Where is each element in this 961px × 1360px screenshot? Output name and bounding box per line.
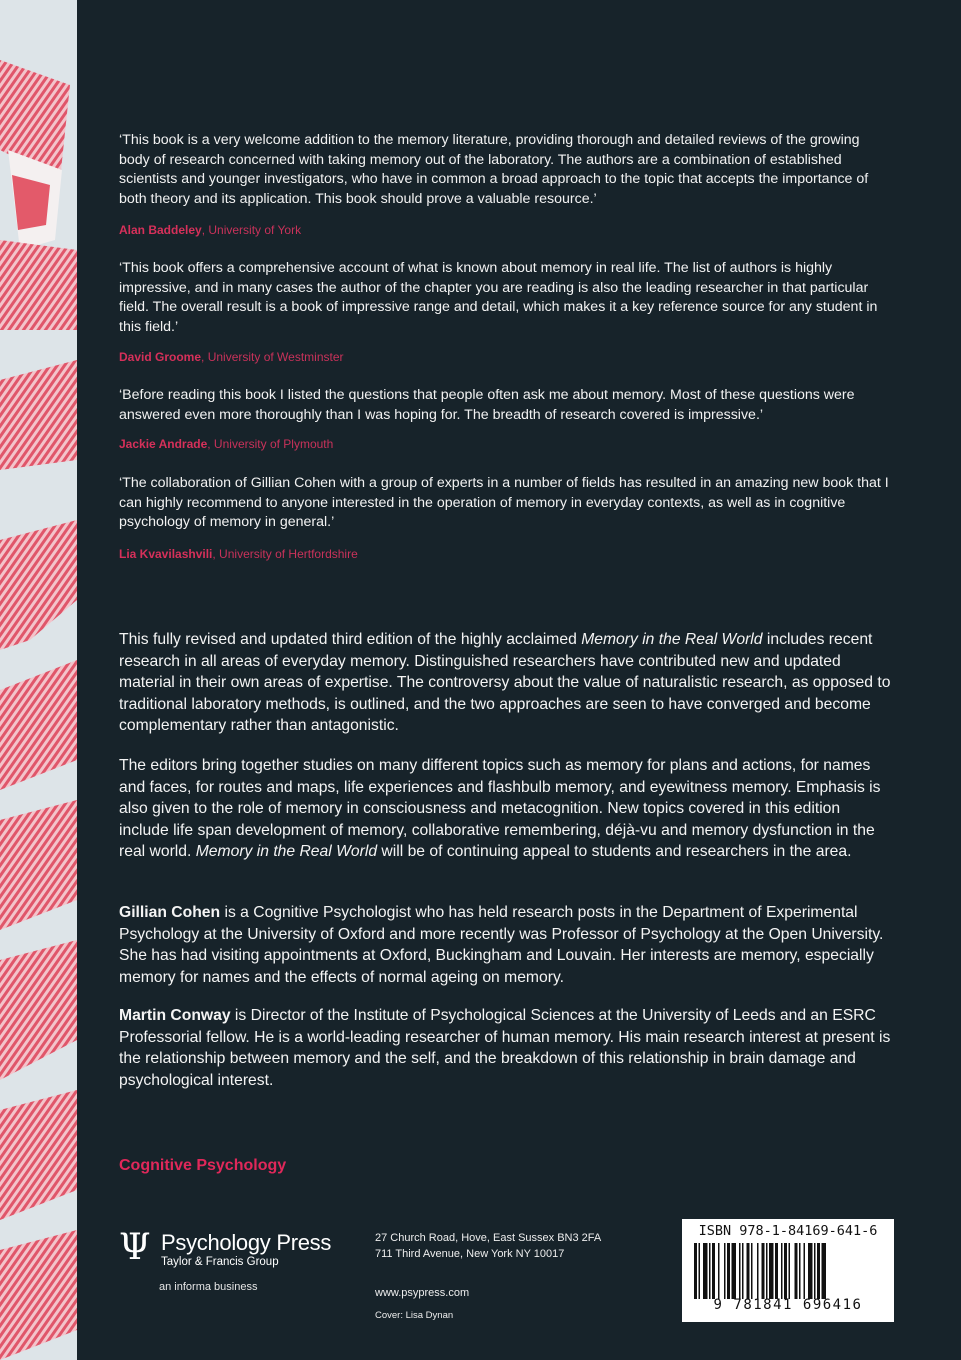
barcode-bar — [804, 1243, 806, 1299]
barcode-bar — [742, 1243, 744, 1299]
text-run: is a Cognitive Psychologist who has held research posts in the Department of Experimental Psychology at the University of Oxford and more recently was Professor of Psychology at the Open University. She has had visiting appointments at Oxford, Buckingham and Louvain. Her interests are memory, especially memory for names and the effects of normal ageing on memory. — [119, 904, 884, 986]
quote-1-attribution — [119, 223, 301, 237]
barcode-bar — [732, 1243, 737, 1299]
editor-name: Martin Conway — [119, 1007, 231, 1024]
editor-bio-cohen — [119, 902, 894, 988]
barcode-bar — [757, 1243, 759, 1299]
text-run: The editors bring together studies on many different topics such as memory for plans and actions, for names and faces, for routes and maps, life experiences and flashbulb memory, and eyewitness memory. Emphasis is also given to the role of memory in consciousness and metacognition. New topics covered in this edition include life span development of memory, collaborative remembering, déjà-vu and memory dysfunction in the real world. — [119, 757, 881, 861]
book-title: Memory in the Real World — [195, 843, 378, 861]
book-title: Memory in the Real World — [581, 631, 763, 648]
quote-affiliation: , University of York — [201, 223, 302, 237]
isbn-barcode — [682, 1219, 894, 1322]
barcode-bar — [694, 1243, 697, 1299]
barcode-bar — [789, 1243, 791, 1299]
playing-cards-image — [0, 0, 77, 1360]
text-run: This fully revised and updated third edition of the highly acclaimed — [119, 631, 582, 648]
quote-author: Lia Kvavilashvili — [119, 547, 213, 561]
barcode-bar — [822, 1243, 827, 1299]
description-paragraph-2 — [119, 755, 894, 863]
barcode-bar — [762, 1243, 765, 1299]
barcode-bars — [694, 1243, 882, 1299]
quote-author: Alan Baddeley — [119, 223, 202, 237]
barcode-bar — [718, 1243, 720, 1299]
address-us: 711 Third Avenue, New York NY 10017 — [375, 1248, 565, 1260]
quote-2-attribution — [119, 350, 344, 364]
barcode-bar — [781, 1243, 783, 1299]
isbn-label: ISBN 978-1-84169-641-6 — [698, 1223, 878, 1239]
barcode-bar — [712, 1243, 715, 1299]
barcode-bar — [799, 1243, 801, 1299]
barcode-bar — [808, 1243, 813, 1299]
barcode-bar — [747, 1243, 750, 1299]
barcode-bar — [814, 1243, 816, 1299]
barcode-bar — [703, 1243, 708, 1299]
text-run: is Director of the Institute of Psychological Sciences at the University of Leeds and an ESRC Professorial fellow. He is a world-leading researcher of human memory. His main research interest at present is the relationship between memory and the self, and the breakdown of this relationship in brain damage and psychological interest. — [119, 1007, 891, 1089]
editor-name: Gillian Cohen — [119, 904, 221, 921]
quote-3-attribution — [119, 437, 333, 451]
quote-2: ‘This book offers a comprehensive account of what is known about memory in real life. The list of authors is highly impressive, and in many cases the author of the chapter you are reading is also the leading researcher in that particular field. The overall result is a book of impressive range and detail, which makes it a key reference source for any student in this field.’ — [119, 260, 878, 335]
barcode-bar — [727, 1243, 730, 1299]
barcode-bar — [775, 1243, 778, 1299]
quote-author: David Groome — [119, 350, 202, 364]
publisher-tagline: an informa business — [159, 1281, 258, 1293]
address-uk: 27 Church Road, Hove, East Sussex BN3 2FA — [375, 1232, 602, 1244]
editor-bio-conway — [119, 1005, 894, 1091]
quote-author: Jackie Andrade — [119, 437, 208, 451]
barcode-bar — [769, 1243, 774, 1299]
publisher-website: www.psypress.com — [375, 1287, 470, 1299]
publisher-group: Taylor & Francis Group — [161, 1256, 279, 1268]
barcode-bar — [751, 1243, 753, 1299]
psi-logo-icon: Ψ — [119, 1227, 151, 1268]
quote-4-attribution — [119, 547, 358, 561]
quote-affiliation: , University of Westminster — [201, 350, 344, 364]
cover-credit: Cover: Lisa Dynan — [375, 1310, 454, 1321]
quote-3: ‘Before reading this book I listed the questions that people often ask me about memory. Most of these questions were answered even more thoroughly than I was hoping for. The breadth of research covered is impressive.’ — [119, 387, 855, 423]
quote-affiliation: , University of Plymouth — [207, 437, 334, 451]
barcode-digits: 9 781841 696416 — [713, 1297, 863, 1313]
description-paragraph-1 — [119, 629, 894, 737]
barcode-bar — [699, 1243, 701, 1299]
text-run: will be of continuing appeal to students and researchers in the area. — [377, 843, 852, 861]
quote-1: ‘This book is a very welcome addition to the memory literature, providing thorough and detailed reviews of the growing body of research concerned with taking memory out of the laboratory. The authors are a combination of established scientists and younger investigators, who have in common a broad approach to the topic that accepts the importance of both theory and its application. This book should prove a valuable resource.’ — [119, 132, 869, 207]
barcode-bar — [709, 1243, 711, 1299]
quote-4: ‘The collaboration of Gillian Cohen with a group of experts in a number of fields has resulted in an amazing new book that I can highly recommend to anyone interested in the operation of memory in everyday contexts, as well as in cognitive psychology of memory in general.’ — [119, 475, 889, 531]
text-run: includes recent research in all areas of everyday memory. Distinguished researchers have contributed new and updated material in their own areas of expertise. The controversy about the value of naturalistic research, as opposed to traditional laboratory methods, is outlined, and the two approaches are seen to have converged and become complementary rather than antagonistic. — [119, 631, 891, 735]
barcode-bar — [724, 1243, 726, 1299]
barcode-bar — [795, 1243, 798, 1299]
cover-photo-strip — [0, 0, 77, 1360]
barcode-bar — [739, 1243, 741, 1299]
barcode-bar — [817, 1243, 820, 1299]
publisher-name: Psychology Press — [161, 1230, 332, 1255]
barcode-bar — [766, 1243, 768, 1299]
series-label: Cognitive Psychology — [119, 1157, 287, 1174]
quote-affiliation: , University of Hertfordshire — [212, 547, 358, 561]
barcode-bar — [784, 1243, 787, 1299]
